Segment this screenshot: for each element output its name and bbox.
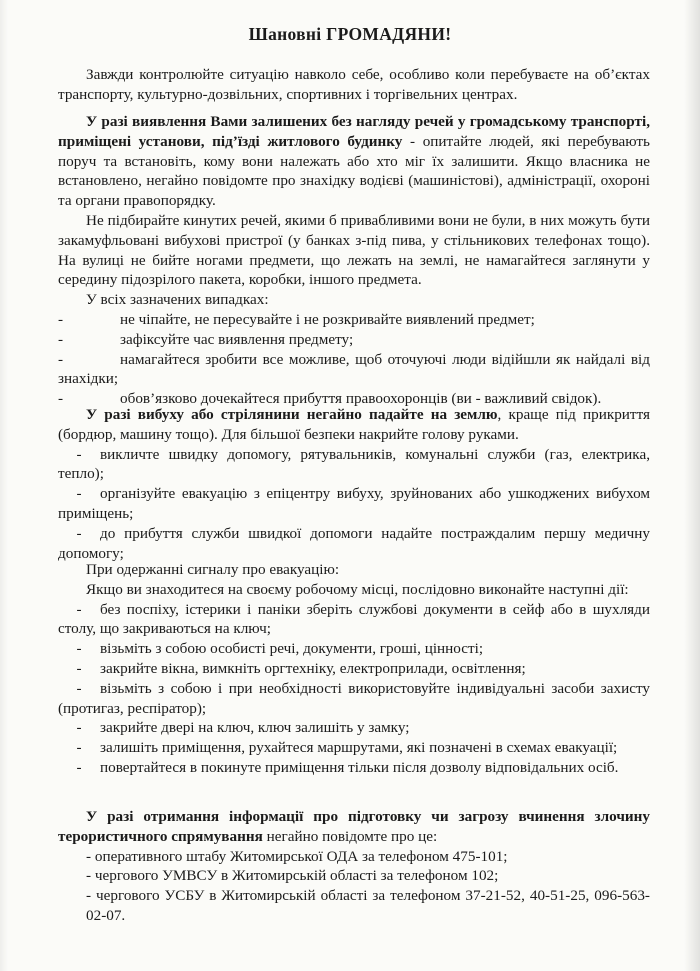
section1-lead: У всіх зазначених випадках: bbox=[86, 291, 269, 309]
list-item: - візьміть з собою і при необхідності використовуйте індивідуальні засоби захисту (протигаз, респіратор); bbox=[58, 679, 650, 717]
list-item: - зафіксуйте час виявлення предмету; bbox=[58, 330, 354, 348]
bullet-dash: - bbox=[76, 659, 82, 677]
section3-lead-2: Якщо ви знаходитеся на своєму робочому місці, послідовно виконайте наступні дії: bbox=[86, 580, 629, 598]
contact-item: - чергового УМВСУ в Житомирській області за телефоном 102; bbox=[86, 867, 499, 885]
section2-text: , краще під прикриття (бордюр, машину тощо). Для більшої безпеки накрийте голову руками. bbox=[58, 406, 650, 443]
list-item: - не чіпайте, не пересувайте і не розкривайте виявлений предмет; bbox=[58, 310, 535, 328]
list-item: - закрийте двері на ключ, ключ залишіть у замку; bbox=[58, 718, 650, 738]
bullet-dash: - bbox=[58, 310, 64, 328]
contact-item: - оперативного штабу Житомирської ОДА за телефоном 475-101; bbox=[86, 847, 508, 865]
section3-lead: При одержанні сигналу про евакуацію: bbox=[86, 561, 340, 578]
scan-edge-shadow-left bbox=[0, 0, 8, 971]
section1-heading: У разі виявлення Вами залишених без нагляду речей у громадському транспорті, приміщені установи, під’їзді житлового будинку bbox=[58, 113, 650, 150]
list-item: - організуйте евакуацію з епіцентру вибуху, зруйнованих або ушкоджених вибухом приміщень; bbox=[58, 485, 650, 522]
bullet-dash: - bbox=[76, 600, 82, 618]
list-item: - викличте швидку допомогу, рятувальників, комунальні служби (газ, електрика, тепло); bbox=[58, 445, 650, 483]
section2-heading: У разі вибуху або стрілянини негайно падайте на землю bbox=[86, 406, 498, 423]
bullet-dash: - bbox=[76, 739, 82, 757]
bullet-dash: - bbox=[76, 445, 82, 463]
list-item: - залишіть приміщення, рухайтеся маршрутами, які позначені в схемах евакуації; bbox=[58, 738, 650, 758]
section1-paragraph-2: Не підбирайте кинутих речей, якими б привабливими вони не були, в них можуть бути закамуфльовані вибухові пристрої (у банках з-під пива, у стільникових телефонах тощо). На вулиці не бийте ногами предмети, що лежать на землі, не намагайтеся заглянути у середину підозрілого пакета, коробки, іншого предмета. bbox=[58, 211, 650, 289]
bullet-dash: - bbox=[58, 390, 64, 408]
section2-paragraph bbox=[58, 405, 650, 445]
section1-paragraph bbox=[58, 112, 650, 211]
bullet-dash: - bbox=[76, 758, 82, 776]
intro-block bbox=[58, 65, 650, 105]
bullet-dash: - bbox=[58, 330, 64, 348]
list-item: - до прибуття служби швидкої допомоги надайте постраждалим першу медичну допомогу; bbox=[58, 524, 650, 562]
list-item: - без поспіху, істерики і паніки зберіть службові документи в сейф або в шухляди столу, що закриваються на ключ; bbox=[58, 600, 650, 638]
scan-edge-shadow bbox=[684, 0, 700, 971]
list-item: - візьміть з собою особисті речі, документи, гроші, цінності; bbox=[58, 639, 650, 659]
bullet-dash: - bbox=[76, 679, 82, 697]
section-terror-threat bbox=[58, 807, 650, 926]
section4-text: негайно повідомте про це: bbox=[262, 827, 438, 845]
page-title: Шановні ГРОМАДЯНИ! bbox=[248, 24, 452, 44]
section-unattended-items bbox=[58, 112, 650, 409]
bullet-dash: - bbox=[58, 350, 64, 368]
list-item: - закрийте вікна, вимкніть оргтехніку, електроприлади, освітлення; bbox=[58, 659, 650, 679]
section1-text: - опитайте людей, які перебувають поруч та встановіть, кому вони належать або хто міг їх залишити. Якщо власника не встановлено, негайно повідомте про знахідку водієві (машиністові), адміністрації, охороні та органи правопорядку. bbox=[58, 132, 650, 210]
list-item: - повертайтеся в покинуте приміщення тільки після дозволу відповідальних осіб. bbox=[58, 758, 650, 778]
list-item: - обов’язково дочекайтеся прибуття правоохоронців (ви - важливий свідок). bbox=[58, 390, 602, 408]
section4-paragraph bbox=[58, 807, 650, 847]
contact-item: - чергового УСБУ в Житомирській області за телефоном 37-21-52, 40-51-25, 096-563-02-07. bbox=[86, 887, 650, 924]
section4-heading: У разі отримання інформації про підготовку чи загрозу вчинення злочину терористичного спрямування bbox=[58, 808, 650, 845]
section-explosion bbox=[58, 405, 650, 563]
intro-paragraph: Завжди контролюйте ситуацію навколо себе, особливо коли перебуваєте на об’єктах транспорту, культурно-дозвільних, спортивних і торгівельних центрах. bbox=[58, 66, 650, 103]
section-evacuation bbox=[58, 560, 650, 778]
bullet-dash: - bbox=[76, 485, 82, 503]
bullet-dash: - bbox=[76, 640, 82, 658]
bullet-dash: - bbox=[76, 719, 82, 737]
bullet-dash: - bbox=[76, 524, 82, 542]
list-item: - намагайтеся зробити все можливе, щоб оточуючі люди відійшли як найдалі від знахідки; bbox=[58, 350, 650, 388]
